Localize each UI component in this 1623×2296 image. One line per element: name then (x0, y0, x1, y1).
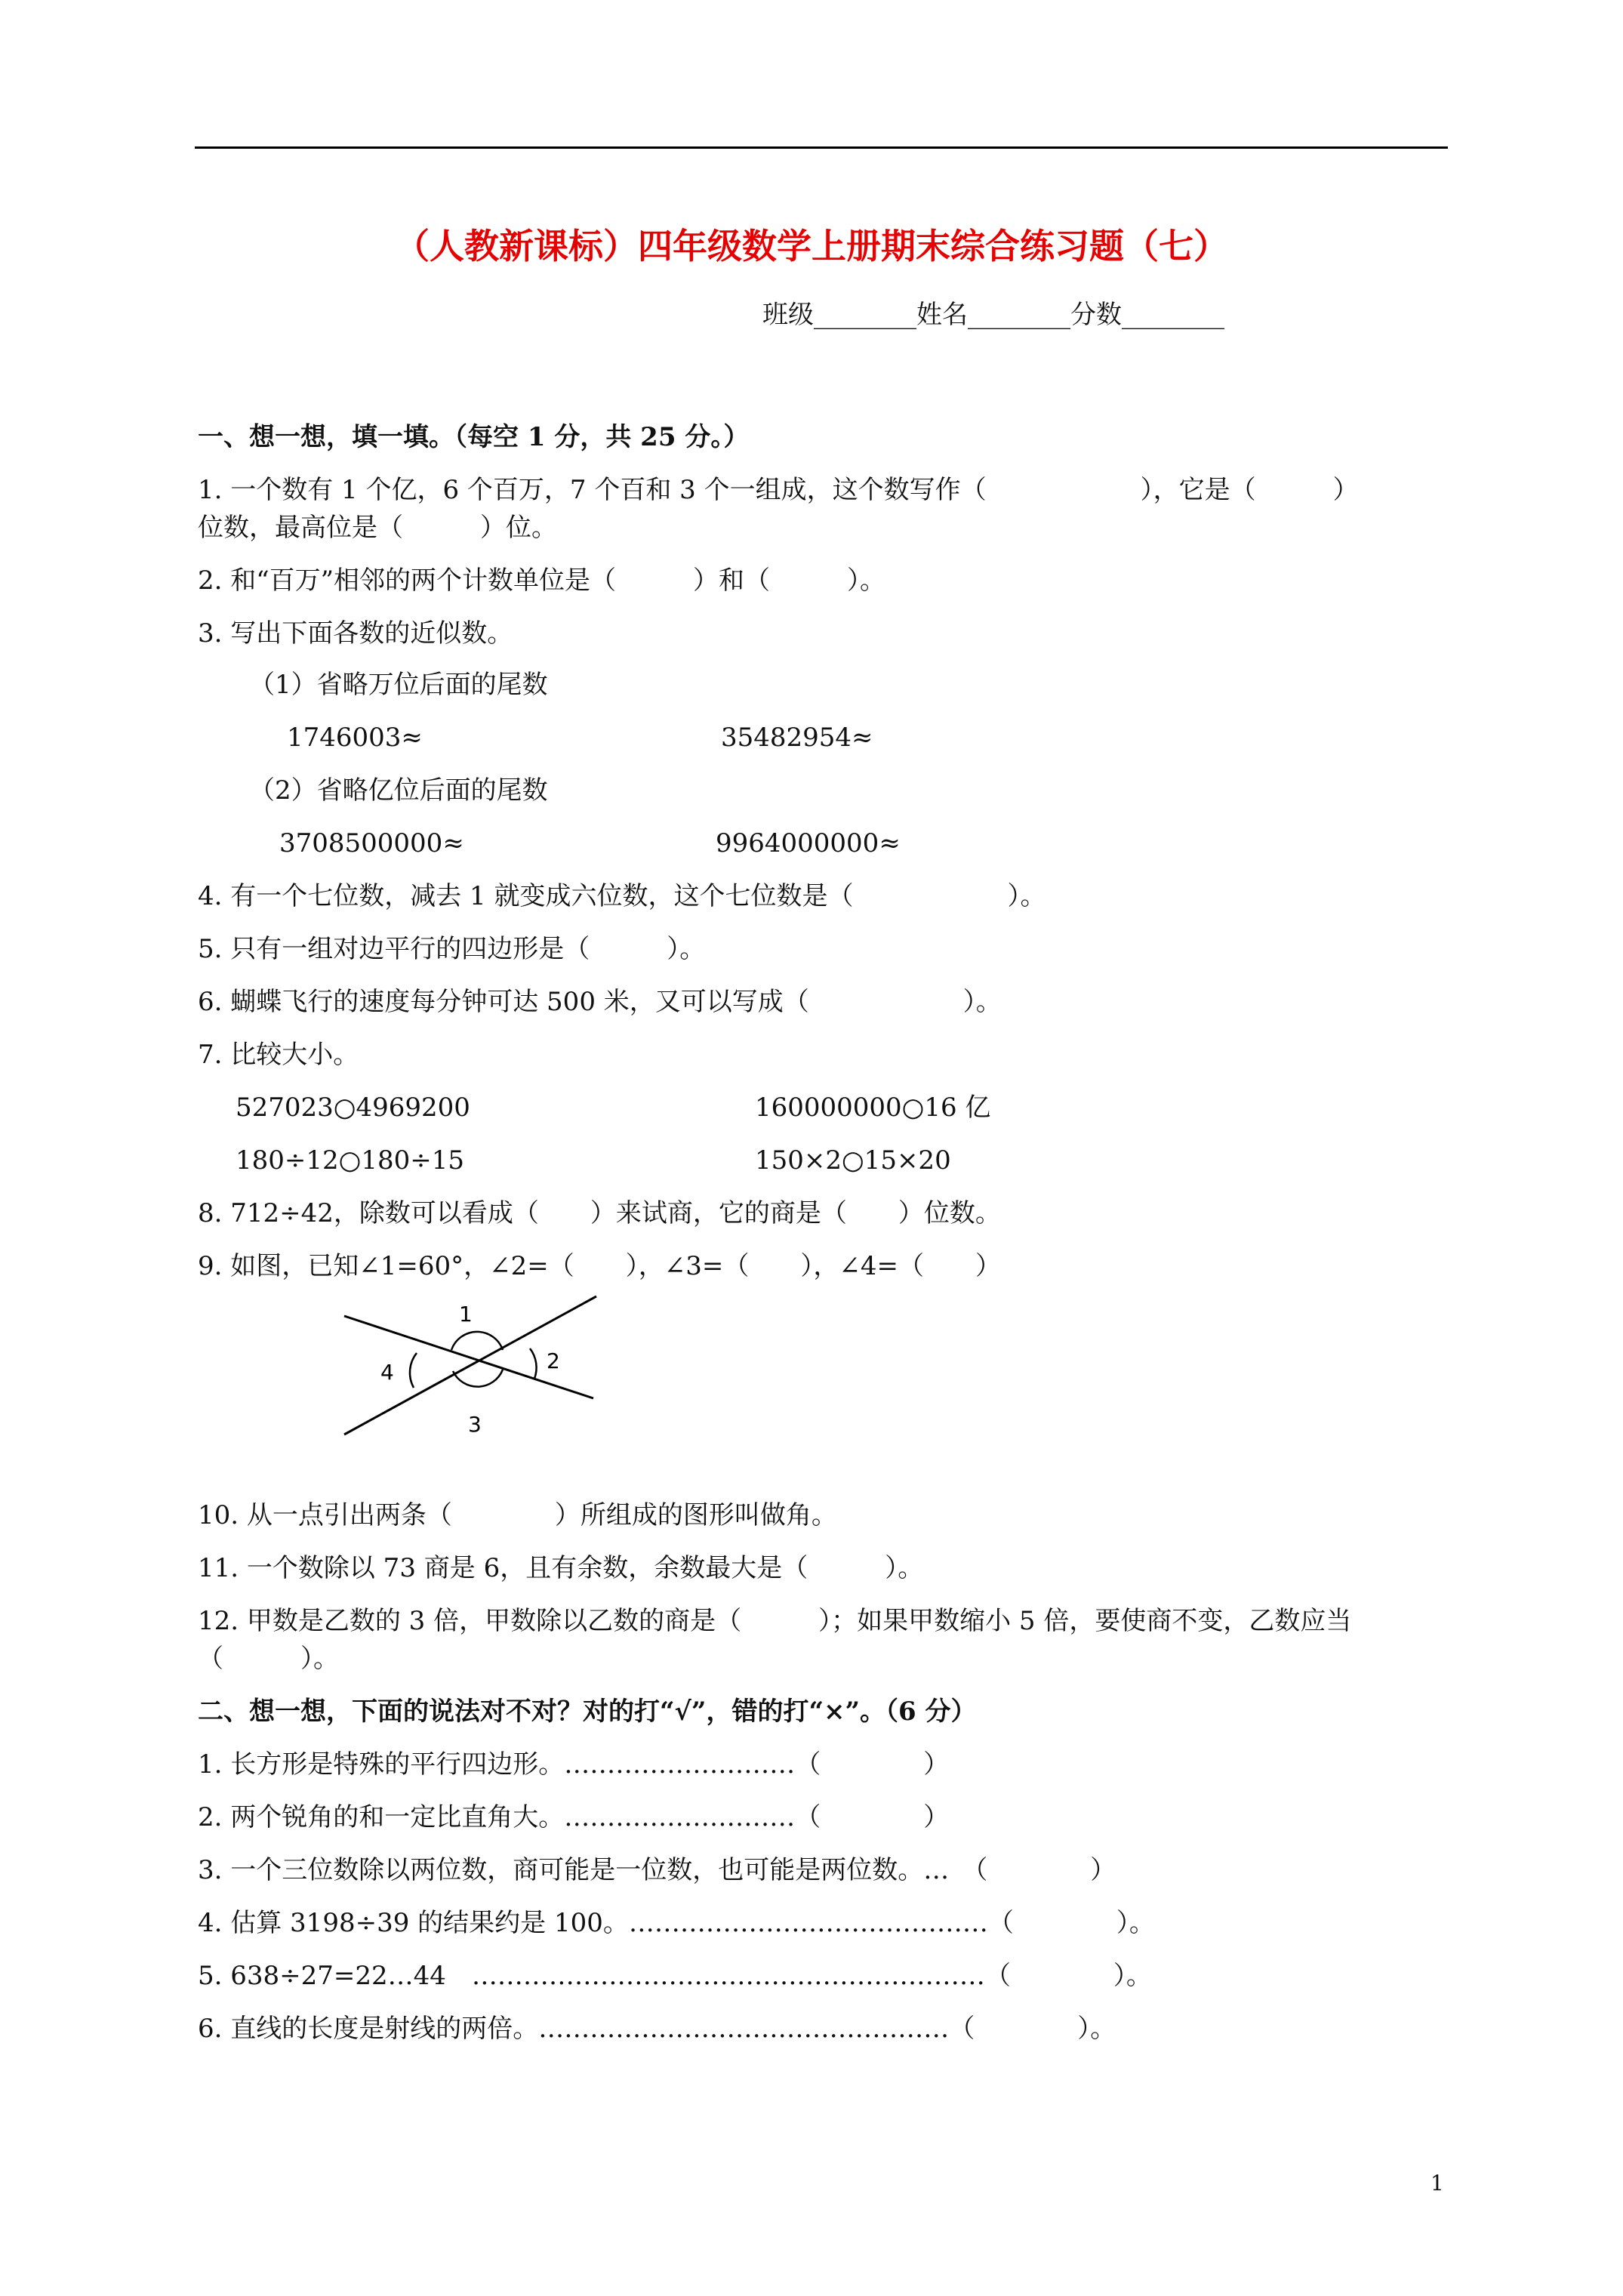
question-1-line1: 1. 一个数有 1 个亿，6 个百万，7 个百和 3 个一组成，这个数写作（ ），它是（ ） (198, 475, 1359, 505)
statement-2: 2. 两个锐角的和一定比直角大。………………………（ ） (198, 1802, 950, 1832)
question-3-sub2: （2）省略亿位后面的尾数 (249, 775, 548, 806)
statement-1: 1. 长方形是特殊的平行四边形。………………………（ ） (198, 1749, 950, 1780)
question-11: 11. 一个数除以 73 商是 6，且有余数，余数最大是（ ）。 (198, 1553, 924, 1583)
arc-angle-3 (453, 1370, 503, 1387)
statement-6: 6. 直线的长度是射线的两倍。…………………………………………（ ）。 (198, 2014, 1116, 2044)
document-title: （人教新课标）四年级数学上册期末综合练习题（七） (395, 226, 1228, 267)
statement-5: 5. 638÷27=22…44 ……………………………………………………（ ）。 (198, 1961, 1152, 1991)
label-angle-2: 2 (547, 1348, 560, 1373)
question-6: 6. 蝴蝶飞行的速度每分钟可达 500 米，又可以写成（ ）。 (198, 987, 1002, 1017)
header-fields: 班级________姓名________分数________ (762, 300, 1224, 330)
label-angle-4: 4 (380, 1360, 394, 1385)
question-7-a: 527023○4969200 (236, 1093, 470, 1123)
question-3-sub2-a: 3708500000≈ (279, 828, 464, 858)
page-number: 1 (1431, 2171, 1444, 2196)
question-7-d: 150×2○15×20 (755, 1145, 951, 1176)
question-7: 7. 比较大小。 (198, 1040, 359, 1070)
label-angle-3: 3 (468, 1412, 482, 1437)
question-4: 4. 有一个七位数，减去 1 就变成六位数，这个七位数是（ ）。 (198, 881, 1046, 911)
question-7-c: 180÷12○180÷15 (236, 1145, 464, 1176)
statement-4: 4. 估算 3198÷39 的结果约是 100。……………………………………（ ）。 (198, 1908, 1155, 1938)
question-12-line2: （ ）。 (198, 1644, 339, 1674)
question-3: 3. 写出下面各数的近似数。 (198, 618, 513, 649)
question-3-sub1-b: 35482954≈ (721, 723, 873, 753)
question-7-b: 160000000○16 亿 (755, 1093, 991, 1123)
question-3-sub1: （1）省略万位后面的尾数 (249, 670, 548, 700)
question-8: 8. 712÷42，除数可以看成（ ）来试商，它的商是（ ）位数。 (198, 1198, 1001, 1228)
angle-figure (332, 1284, 619, 1450)
header-rule (195, 146, 1448, 149)
question-1-line2: 位数，最高位是（ ）位。 (198, 513, 557, 543)
question-3-sub1-a: 1746003≈ (287, 723, 423, 753)
question-2: 2. 和“百万”相邻的两个计数单位是（ ）和（ ）。 (198, 566, 886, 596)
section1-heading: 一、想一想，填一填。（每空 1 分，共 25 分。） (198, 422, 750, 452)
label-angle-1: 1 (459, 1302, 473, 1327)
arc-angle-2 (530, 1348, 537, 1379)
question-9: 9. 如图，已知∠1=60°，∠2=（ ），∠3=（ ），∠4=（ ） (198, 1251, 1001, 1281)
question-10: 10. 从一点引出两条（ ）所组成的图形叫做角。 (198, 1500, 837, 1530)
arc-angle-4 (410, 1353, 417, 1388)
question-3-sub2-b: 9964000000≈ (716, 828, 901, 858)
question-12-line1: 12. 甲数是乙数的 3 倍，甲数除以乙数的商是（ ）；如果甲数缩小 5 倍，要使商不变，乙数应当 (198, 1606, 1352, 1636)
section2-heading: 二、想一想，下面的说法对不对？对的打“√”，错的打“×”。（6 分） (198, 1697, 977, 1727)
question-5: 5. 只有一组对边平行的四边形是（ ）。 (198, 934, 706, 964)
statement-3: 3. 一个三位数除以两位数，商可能是一位数，也可能是两位数。… （ ） (198, 1855, 1116, 1885)
arc-angle-1 (451, 1332, 503, 1350)
